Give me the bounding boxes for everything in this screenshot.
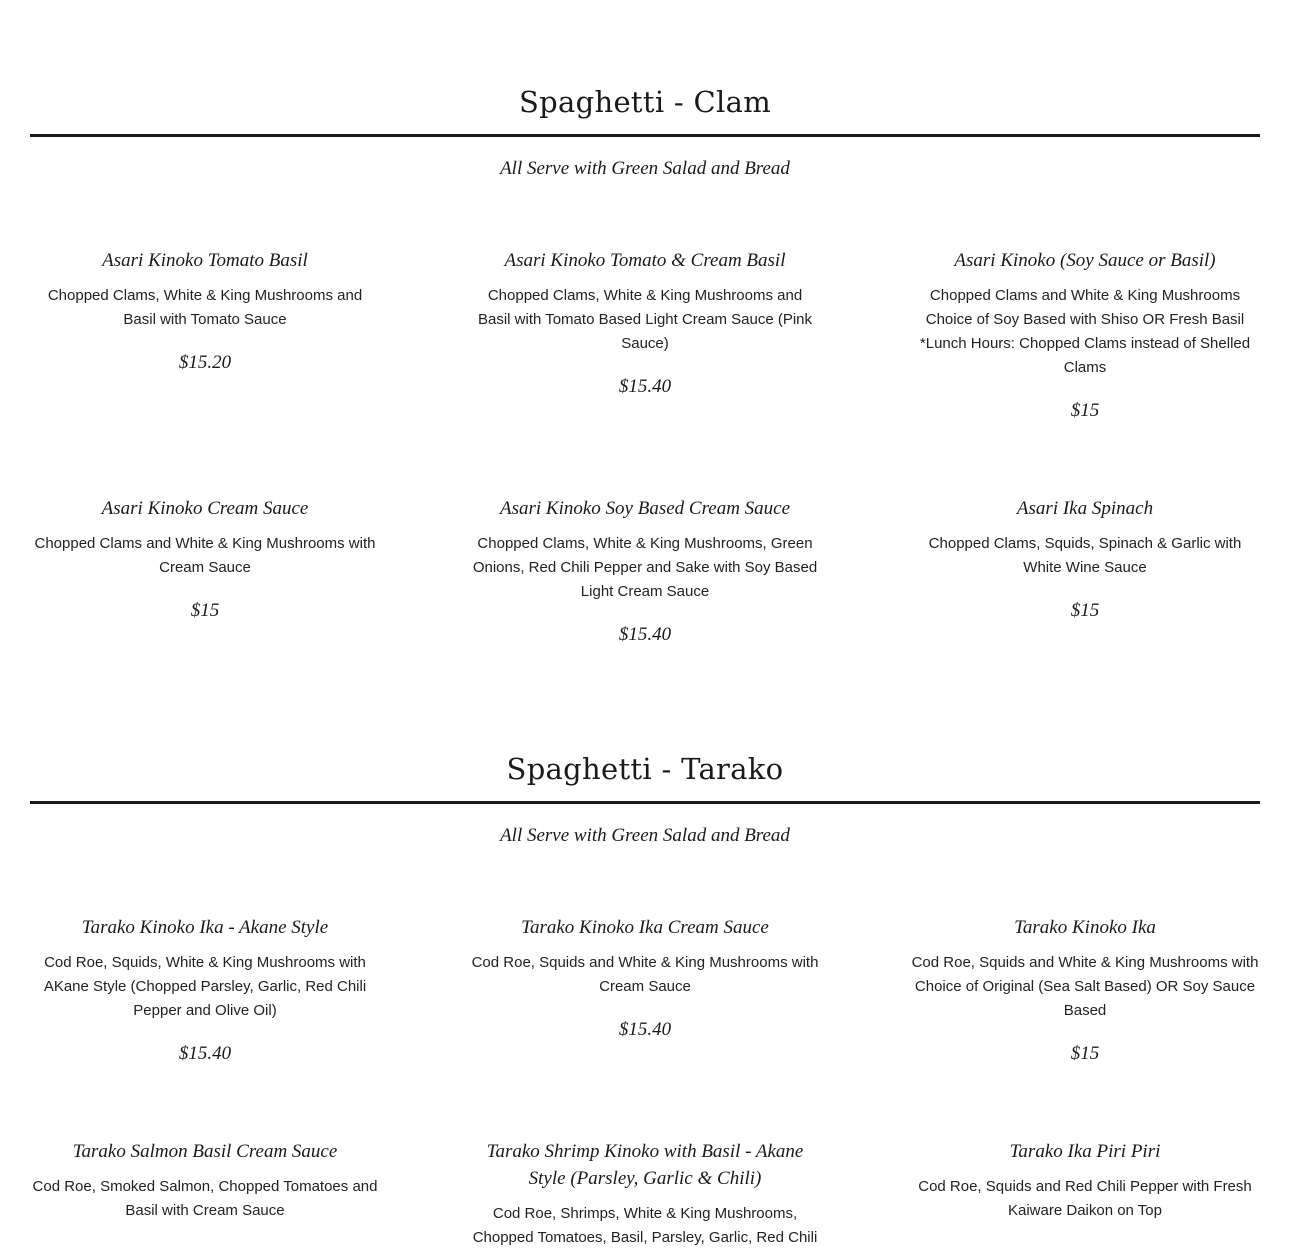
menu-item-description: Cod Roe, Squids, White & King Mushrooms with AKane Style (Chopped Parsley, Garlic, Red Chili Pepper and Olive Oil) — [43, 954, 367, 1019]
menu-item — [470, 1138, 820, 1250]
section-divider — [30, 801, 1260, 804]
menu-section-tarako — [30, 747, 1260, 848]
menu-item-description: Cod Roe, Smoked Salmon, Chopped Tomatoes and Basil with Cream Sauce — [32, 1178, 378, 1219]
menu-item-price: $15.40 — [178, 1043, 232, 1064]
menu-item — [910, 247, 1260, 423]
menu-item — [910, 495, 1260, 623]
menu-item-name: Tarako Salmon Basil Cream Sauce — [72, 1141, 338, 1162]
menu-item-price: $15 — [1070, 400, 1100, 421]
menu-item-name: Asari Kinoko Cream Sauce — [101, 498, 309, 519]
menu-item — [910, 914, 1260, 1066]
menu-item-description: Chopped Clams and White & King Mushrooms Choice of Soy Based with Shiso OR Fresh Basil *Lunch Hours: Chopped Clams instead of Shelled Clams — [919, 287, 1251, 376]
menu-item-name: Tarako Ika Piri Piri — [1009, 1141, 1161, 1162]
menu-item-description: Cod Roe, Squids and White & King Mushrooms with Choice of Original (Sea Salt Based) OR Soy Sauce Based — [911, 954, 1259, 1019]
section-subtitle: All Serve with Green Salad and Bread — [500, 825, 790, 846]
menu-item-price: $15 — [1070, 600, 1100, 621]
menu-item-description: Cod Roe, Squids and Red Chili Pepper with Fresh Kaiware Daikon on Top — [918, 1178, 1252, 1219]
menu-item — [30, 914, 380, 1066]
menu-item-description: Chopped Clams, White & King Mushrooms and Basil with Tomato Sauce — [47, 287, 363, 328]
menu-item-description: Cod Roe, Shrimps, White & King Mushrooms, Chopped Tomatoes, Basil, Parsley, Garlic, Red Chili — [472, 1205, 818, 1246]
menu-item-description: Chopped Clams, White & King Mushrooms and Basil with Tomato Based Light Cream Sauce (Pink Sauce) — [477, 287, 813, 352]
menu-item — [30, 1138, 380, 1223]
menu-item-name: Tarako Kinoko Ika — [1014, 917, 1156, 938]
menu-item-description: Cod Roe, Squids and White & King Mushrooms with Cream Sauce — [471, 954, 819, 995]
menu-item-price: $15 — [1070, 1043, 1100, 1064]
menu-item-description: Chopped Clams and White & King Mushrooms with Cream Sauce — [34, 535, 376, 576]
menu-item-name: Asari Kinoko Tomato Basil — [102, 250, 308, 271]
section-divider — [30, 134, 1260, 137]
menu-item-name: Tarako Kinoko Ika - Akane Style — [81, 917, 329, 938]
menu-item — [470, 247, 820, 399]
menu-item-name: Tarako Shrimp Kinoko with Basil - Akane Style (Parsley, Garlic & Chili) — [486, 1141, 804, 1189]
section-title: Spaghetti - Tarako — [506, 752, 784, 786]
section-title: Spaghetti - Clam — [519, 85, 771, 119]
menu-item-description: Chopped Clams, Squids, Spinach & Garlic with White Wine Sauce — [928, 535, 1242, 576]
menu-item-price: $15.40 — [618, 1019, 672, 1040]
menu-item-price: $15.40 — [618, 624, 672, 645]
menu-section-clam — [30, 80, 1260, 181]
menu-item — [470, 495, 820, 647]
menu-item — [910, 1138, 1260, 1223]
menu-item-name: Asari Ika Spinach — [1016, 498, 1154, 519]
menu-item-description: Chopped Clams, White & King Mushrooms, Green Onions, Red Chili Pepper and Sake with Soy Based Light Cream Sauce — [472, 535, 818, 600]
menu-item — [30, 247, 380, 375]
menu-item — [470, 914, 820, 1042]
menu-item-price: $15 — [190, 600, 220, 621]
menu-item — [30, 495, 380, 623]
menu-item-price: $15.40 — [618, 376, 672, 397]
menu-item-name: Tarako Kinoko Ika Cream Sauce — [521, 917, 769, 938]
menu-item-name: Asari Kinoko Soy Based Cream Sauce — [499, 498, 791, 519]
menu-item-price: $15.20 — [178, 352, 232, 373]
menu-item-name: Asari Kinoko (Soy Sauce or Basil) — [954, 250, 1216, 271]
menu-item-name: Asari Kinoko Tomato & Cream Basil — [504, 250, 786, 271]
section-subtitle: All Serve with Green Salad and Bread — [500, 158, 790, 179]
